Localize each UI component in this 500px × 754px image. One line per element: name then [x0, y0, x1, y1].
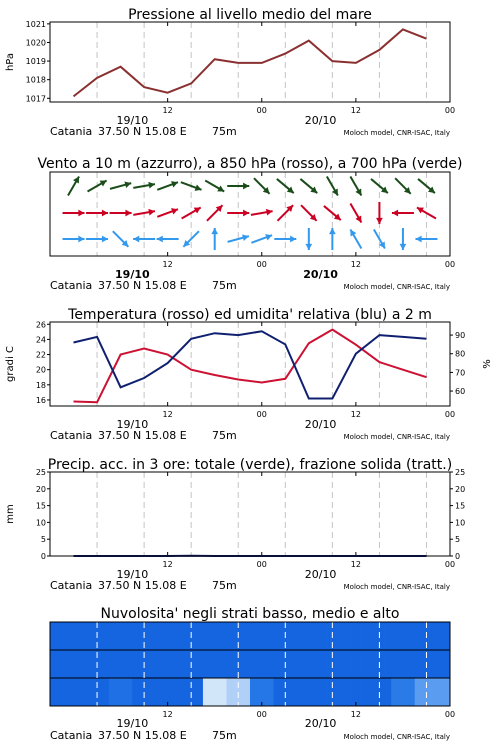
- cloud-cell: [50, 650, 86, 678]
- y-tick-label: 16: [36, 396, 46, 405]
- cloud-cell: [415, 678, 451, 706]
- x-tick-label: 12: [163, 106, 173, 115]
- wind-arrow: [110, 210, 132, 217]
- x-tick-label: 12: [163, 260, 173, 269]
- cloud-cell: [109, 678, 133, 706]
- x-tick-label: 00: [445, 710, 455, 719]
- y-tick-label: 1017: [26, 94, 46, 103]
- wind-arrow-head: [125, 210, 131, 217]
- wind-arrow: [254, 178, 270, 194]
- y-tick-label: 18: [36, 381, 46, 390]
- wind-arrow: [68, 176, 79, 195]
- cloud-cell: [109, 622, 133, 650]
- cloud-cell: [415, 650, 451, 678]
- location-coords: 37.50 N 15.08 E: [98, 729, 187, 742]
- date-label: 19/10: [117, 717, 149, 730]
- y-tick-label: 1020: [26, 38, 46, 47]
- x-tick-label: 12: [163, 410, 173, 419]
- location-elevation: 75m: [212, 279, 237, 292]
- cloud-cell: [415, 622, 451, 650]
- wind-arrow: [350, 176, 361, 195]
- cloud-cell: [203, 650, 227, 678]
- model-credit: Moloch model, CNR-ISAC, Italy: [344, 583, 450, 591]
- wind-arrow: [157, 181, 178, 190]
- y-tick-label-right: 10: [455, 518, 465, 527]
- y-tick-label: 26: [36, 320, 46, 329]
- wind-arrow: [63, 236, 85, 243]
- x-tick-label: 12: [351, 710, 361, 719]
- y-tick-label-right: 15: [455, 502, 465, 511]
- y-tick-label-right: 80: [455, 350, 465, 359]
- wind-arrow: [110, 182, 131, 189]
- wind-arrow: [157, 236, 179, 243]
- wind-arrow: [371, 179, 388, 193]
- y-tick-label-right: 60: [455, 387, 465, 396]
- date-label: 19/10: [117, 568, 149, 581]
- wind-arrow: [418, 179, 435, 193]
- wind-arrow-head: [243, 210, 249, 217]
- cloud-cell: [250, 650, 274, 678]
- location-coords: 37.50 N 15.08 E: [98, 429, 187, 442]
- wind-arrow-head: [78, 210, 84, 217]
- cloud-cell: [344, 650, 368, 678]
- panel-3: [5, 457, 465, 592]
- wind-arrow: [305, 228, 312, 250]
- wind-arrow-head: [133, 236, 139, 243]
- wind-arrow: [329, 228, 336, 250]
- x-tick-label: 12: [351, 560, 361, 569]
- wind-arrow: [400, 228, 407, 250]
- location-elevation: 75m: [212, 579, 237, 592]
- chart-title: Nuvolosita' negli strati basso, medio e alto: [101, 606, 400, 622]
- chart-title: Temperatura (rosso) ed umidita' relativa (blu) a 2 m: [67, 307, 432, 323]
- wind-arrow: [63, 210, 85, 217]
- y-tick-label: 20: [36, 366, 46, 375]
- y-tick-label-right: 70: [455, 368, 465, 377]
- location-coords: 37.50 N 15.08 E: [98, 579, 187, 592]
- wind-arrow-head: [305, 244, 312, 250]
- location-elevation: 75m: [212, 729, 237, 742]
- location-coords: 37.50 N 15.08 E: [98, 125, 187, 138]
- date-label: 20/10: [305, 717, 337, 730]
- wind-arrow-head: [102, 236, 108, 243]
- cloud-cell: [297, 650, 321, 678]
- wind-arrow-head: [392, 210, 398, 217]
- y-axis-label: hPa: [5, 53, 16, 71]
- location-elevation: 75m: [212, 125, 237, 138]
- location-city: Catania: [50, 279, 92, 292]
- y-tick-label: 22: [36, 351, 46, 360]
- wind-arrow-head: [329, 228, 336, 234]
- cloud-cell: [50, 622, 86, 650]
- date-label: 19/10: [117, 418, 149, 431]
- wind-arrow: [207, 205, 223, 221]
- y-axis-label: gradi C: [5, 346, 16, 382]
- location-coords: 37.50 N 15.08 E: [98, 279, 187, 292]
- location-elevation: 75m: [212, 429, 237, 442]
- y-tick-label: 25: [36, 468, 46, 477]
- wind-arrow-head: [400, 244, 407, 250]
- y-tick-label: 24: [36, 335, 46, 344]
- x-tick-label: 00: [445, 410, 455, 419]
- x-tick-label: 12: [351, 106, 361, 115]
- cloud-cell: [344, 678, 368, 706]
- model-credit: Moloch model, CNR-ISAC, Italy: [344, 283, 450, 291]
- panel-1: [37, 156, 462, 292]
- wind-arrow-head: [243, 183, 249, 190]
- wind-arrow: [113, 231, 129, 247]
- location-city: Catania: [50, 729, 92, 742]
- panel-4: [50, 606, 455, 742]
- x-tick-label: 00: [445, 260, 455, 269]
- wind-arrow-head: [211, 228, 218, 234]
- wind-arrow: [350, 229, 361, 248]
- date-label: 20/10: [303, 268, 338, 281]
- y-tick-label: 20: [36, 485, 46, 494]
- panel-2: [5, 307, 493, 442]
- cloud-cell: [297, 678, 321, 706]
- cloud-cell: [203, 678, 227, 706]
- y-axis-label-right: %: [482, 359, 493, 369]
- wind-arrow: [157, 208, 178, 217]
- chart-title: Pressione al livello medio del mare: [128, 7, 372, 23]
- y-tick-label: 10: [36, 518, 46, 527]
- wind-arrow: [395, 178, 411, 194]
- cloud-cell: [156, 678, 180, 706]
- chart-title: Precip. acc. in 3 ore: totale (verde), frazione solida (tratt.): [48, 457, 452, 473]
- x-tick-label: 12: [351, 410, 361, 419]
- humidity-line: [74, 331, 427, 398]
- x-tick-label: 00: [257, 106, 267, 115]
- x-tick-label: 12: [163, 710, 173, 719]
- date-label: 20/10: [305, 418, 337, 431]
- y-tick-label-right: 20: [455, 485, 465, 494]
- wind-arrow: [392, 210, 414, 217]
- x-tick-label: 00: [445, 560, 455, 569]
- wind-arrow: [211, 228, 218, 250]
- wind-arrow-head: [78, 236, 84, 243]
- wind-arrow: [300, 179, 317, 193]
- date-label: 20/10: [305, 114, 337, 127]
- x-tick-label: 00: [257, 710, 267, 719]
- y-tick-label-right: 90: [455, 331, 465, 340]
- model-credit: Moloch model, CNR-ISAC, Italy: [344, 433, 450, 441]
- wind-arrow-head: [290, 236, 296, 243]
- cloud-cell: [250, 678, 274, 706]
- cloud-cell: [344, 622, 368, 650]
- panel-0: [5, 7, 455, 138]
- cloud-cell: [156, 650, 180, 678]
- wind-arrow-head: [415, 236, 421, 243]
- cloud-cell: [50, 678, 86, 706]
- cloud-cell: [391, 678, 415, 706]
- location-city: Catania: [50, 429, 92, 442]
- x-tick-label: 00: [257, 260, 267, 269]
- wind-arrow: [251, 234, 272, 243]
- cloud-cell: [109, 650, 133, 678]
- x-tick-label: 00: [445, 106, 455, 115]
- wind-arrow-head: [157, 236, 163, 243]
- y-tick-label-right: 25: [455, 468, 465, 477]
- wind-arrow-head: [102, 210, 108, 217]
- date-label: 19/10: [115, 268, 150, 281]
- wind-arrow: [205, 181, 224, 192]
- wind-arrow: [277, 179, 294, 193]
- y-tick-label: 1019: [26, 57, 46, 66]
- model-credit: Moloch model, CNR-ISAC, Italy: [344, 129, 450, 137]
- cloud-cell: [203, 622, 227, 650]
- y-tick-label: 15: [36, 502, 46, 511]
- wind-arrow: [251, 209, 273, 216]
- cloud-cell: [297, 622, 321, 650]
- location-city: Catania: [50, 579, 92, 592]
- wind-arrow: [376, 202, 383, 224]
- date-label: 20/10: [305, 568, 337, 581]
- location-city: Catania: [50, 125, 92, 138]
- wind-arrow: [301, 205, 317, 221]
- cloud-cell: [391, 622, 415, 650]
- y-tick-label: 1018: [26, 76, 46, 85]
- y-tick-label: 1021: [26, 20, 46, 29]
- wind-arrow: [350, 203, 361, 222]
- y-tick-label: 0: [41, 552, 46, 561]
- model-credit: Moloch model, CNR-ISAC, Italy: [344, 733, 450, 741]
- x-tick-label: 12: [163, 560, 173, 569]
- cloud-cell: [250, 622, 274, 650]
- x-tick-label: 12: [351, 260, 361, 269]
- date-label: 19/10: [117, 114, 149, 127]
- cloud-cell: [156, 622, 180, 650]
- y-tick-label: 5: [41, 535, 46, 544]
- y-axis-label: mm: [5, 504, 16, 523]
- cloud-cell: [391, 650, 415, 678]
- x-tick-label: 00: [257, 410, 267, 419]
- wind-arrow-head: [376, 218, 383, 224]
- plot-frame: [50, 472, 450, 556]
- chart-title: Vento a 10 m (azzurro), a 850 hPa (rosso), a 700 hPa (verde): [37, 156, 462, 172]
- y-tick-label-right: 0: [455, 552, 460, 561]
- y-tick-label-right: 5: [455, 535, 460, 544]
- pressure-line: [74, 29, 427, 96]
- x-tick-label: 00: [257, 560, 267, 569]
